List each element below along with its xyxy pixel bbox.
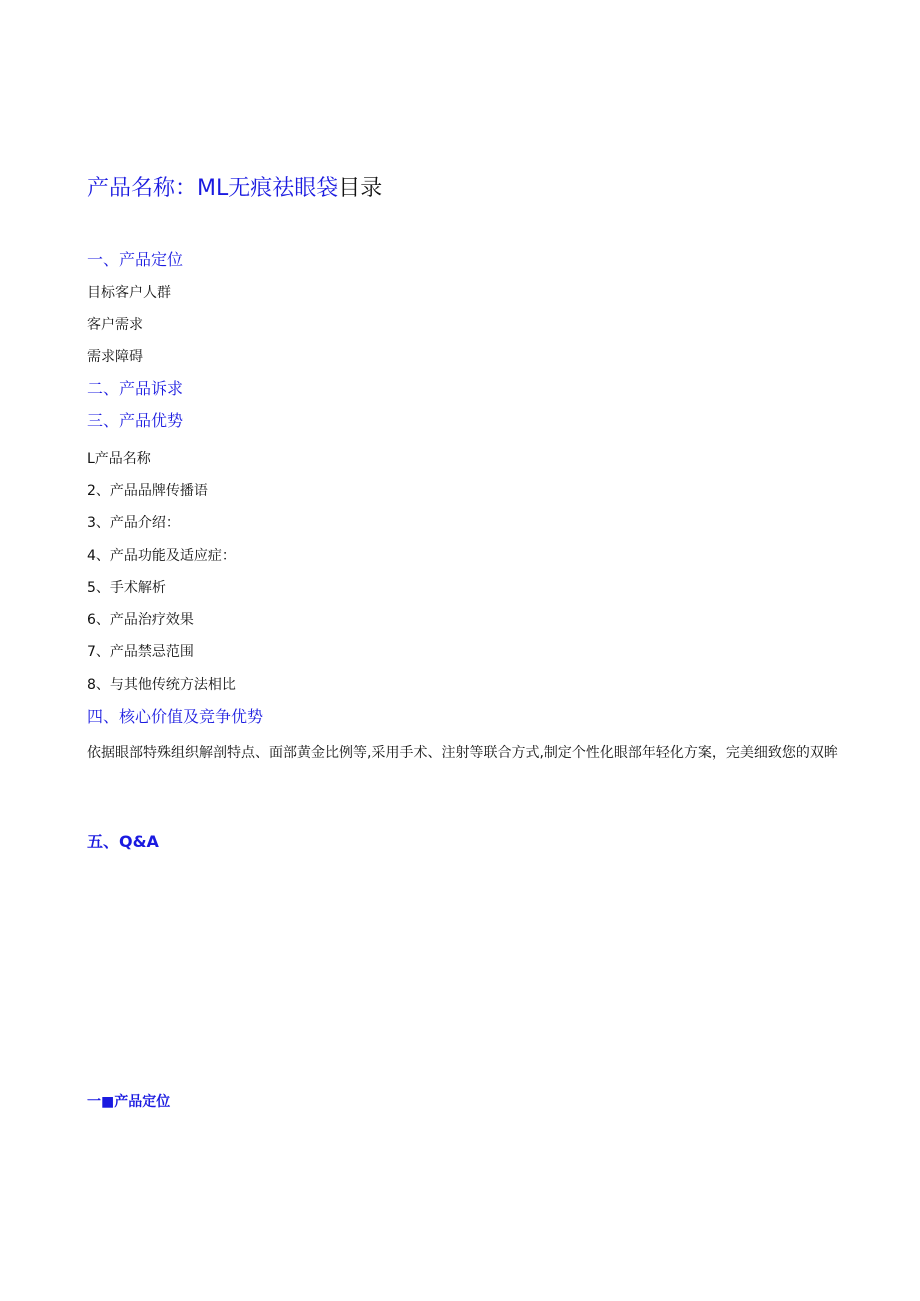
title-toc: 目录 bbox=[338, 176, 383, 201]
title-product-name: 产品名称：ML无痕祛眼袋 bbox=[87, 176, 339, 201]
toc-item-3-3: 3、产品介绍： bbox=[87, 515, 180, 531]
toc-item-3-4: 4、产品功能及适应症： bbox=[87, 548, 236, 564]
toc-item-3-2: 2、产品品牌传播语 bbox=[87, 483, 208, 499]
toc-section-5: 五、Q&A bbox=[87, 832, 159, 851]
toc-item-demand-barriers: 需求障碍 bbox=[87, 349, 143, 365]
document-title bbox=[87, 172, 382, 206]
toc-item-target-customers: 目标客户人群 bbox=[87, 285, 171, 301]
toc-item-3-8: 8、与其他传统方法相比 bbox=[87, 677, 236, 693]
toc-item-customer-needs: 客户需求 bbox=[87, 317, 143, 333]
body-heading-product-positioning: 一■产品定位 bbox=[87, 1094, 171, 1110]
toc-section-4: 四、核心价值及竞争优势 bbox=[87, 707, 264, 726]
section-4-description: 依据眼部特殊组织解剖特点、面部黄金比例等,采用手术、注射等联合方式,制定个性化眼部年轻化方案，完美细致您的双眸 bbox=[87, 745, 838, 761]
toc-section-1: 一、产品定位 bbox=[87, 250, 184, 269]
toc-section-3: 三、产品优势 bbox=[87, 411, 184, 430]
toc-item-3-5: 5、手术解析 bbox=[87, 580, 166, 596]
toc-item-3-6: 6、产品治疗效果 bbox=[87, 612, 194, 628]
toc-item-3-7: 7、产品禁忌范围 bbox=[87, 644, 194, 660]
toc-item-3-1: L产品名称 bbox=[87, 451, 151, 467]
toc-section-2: 二、产品诉求 bbox=[87, 379, 184, 398]
